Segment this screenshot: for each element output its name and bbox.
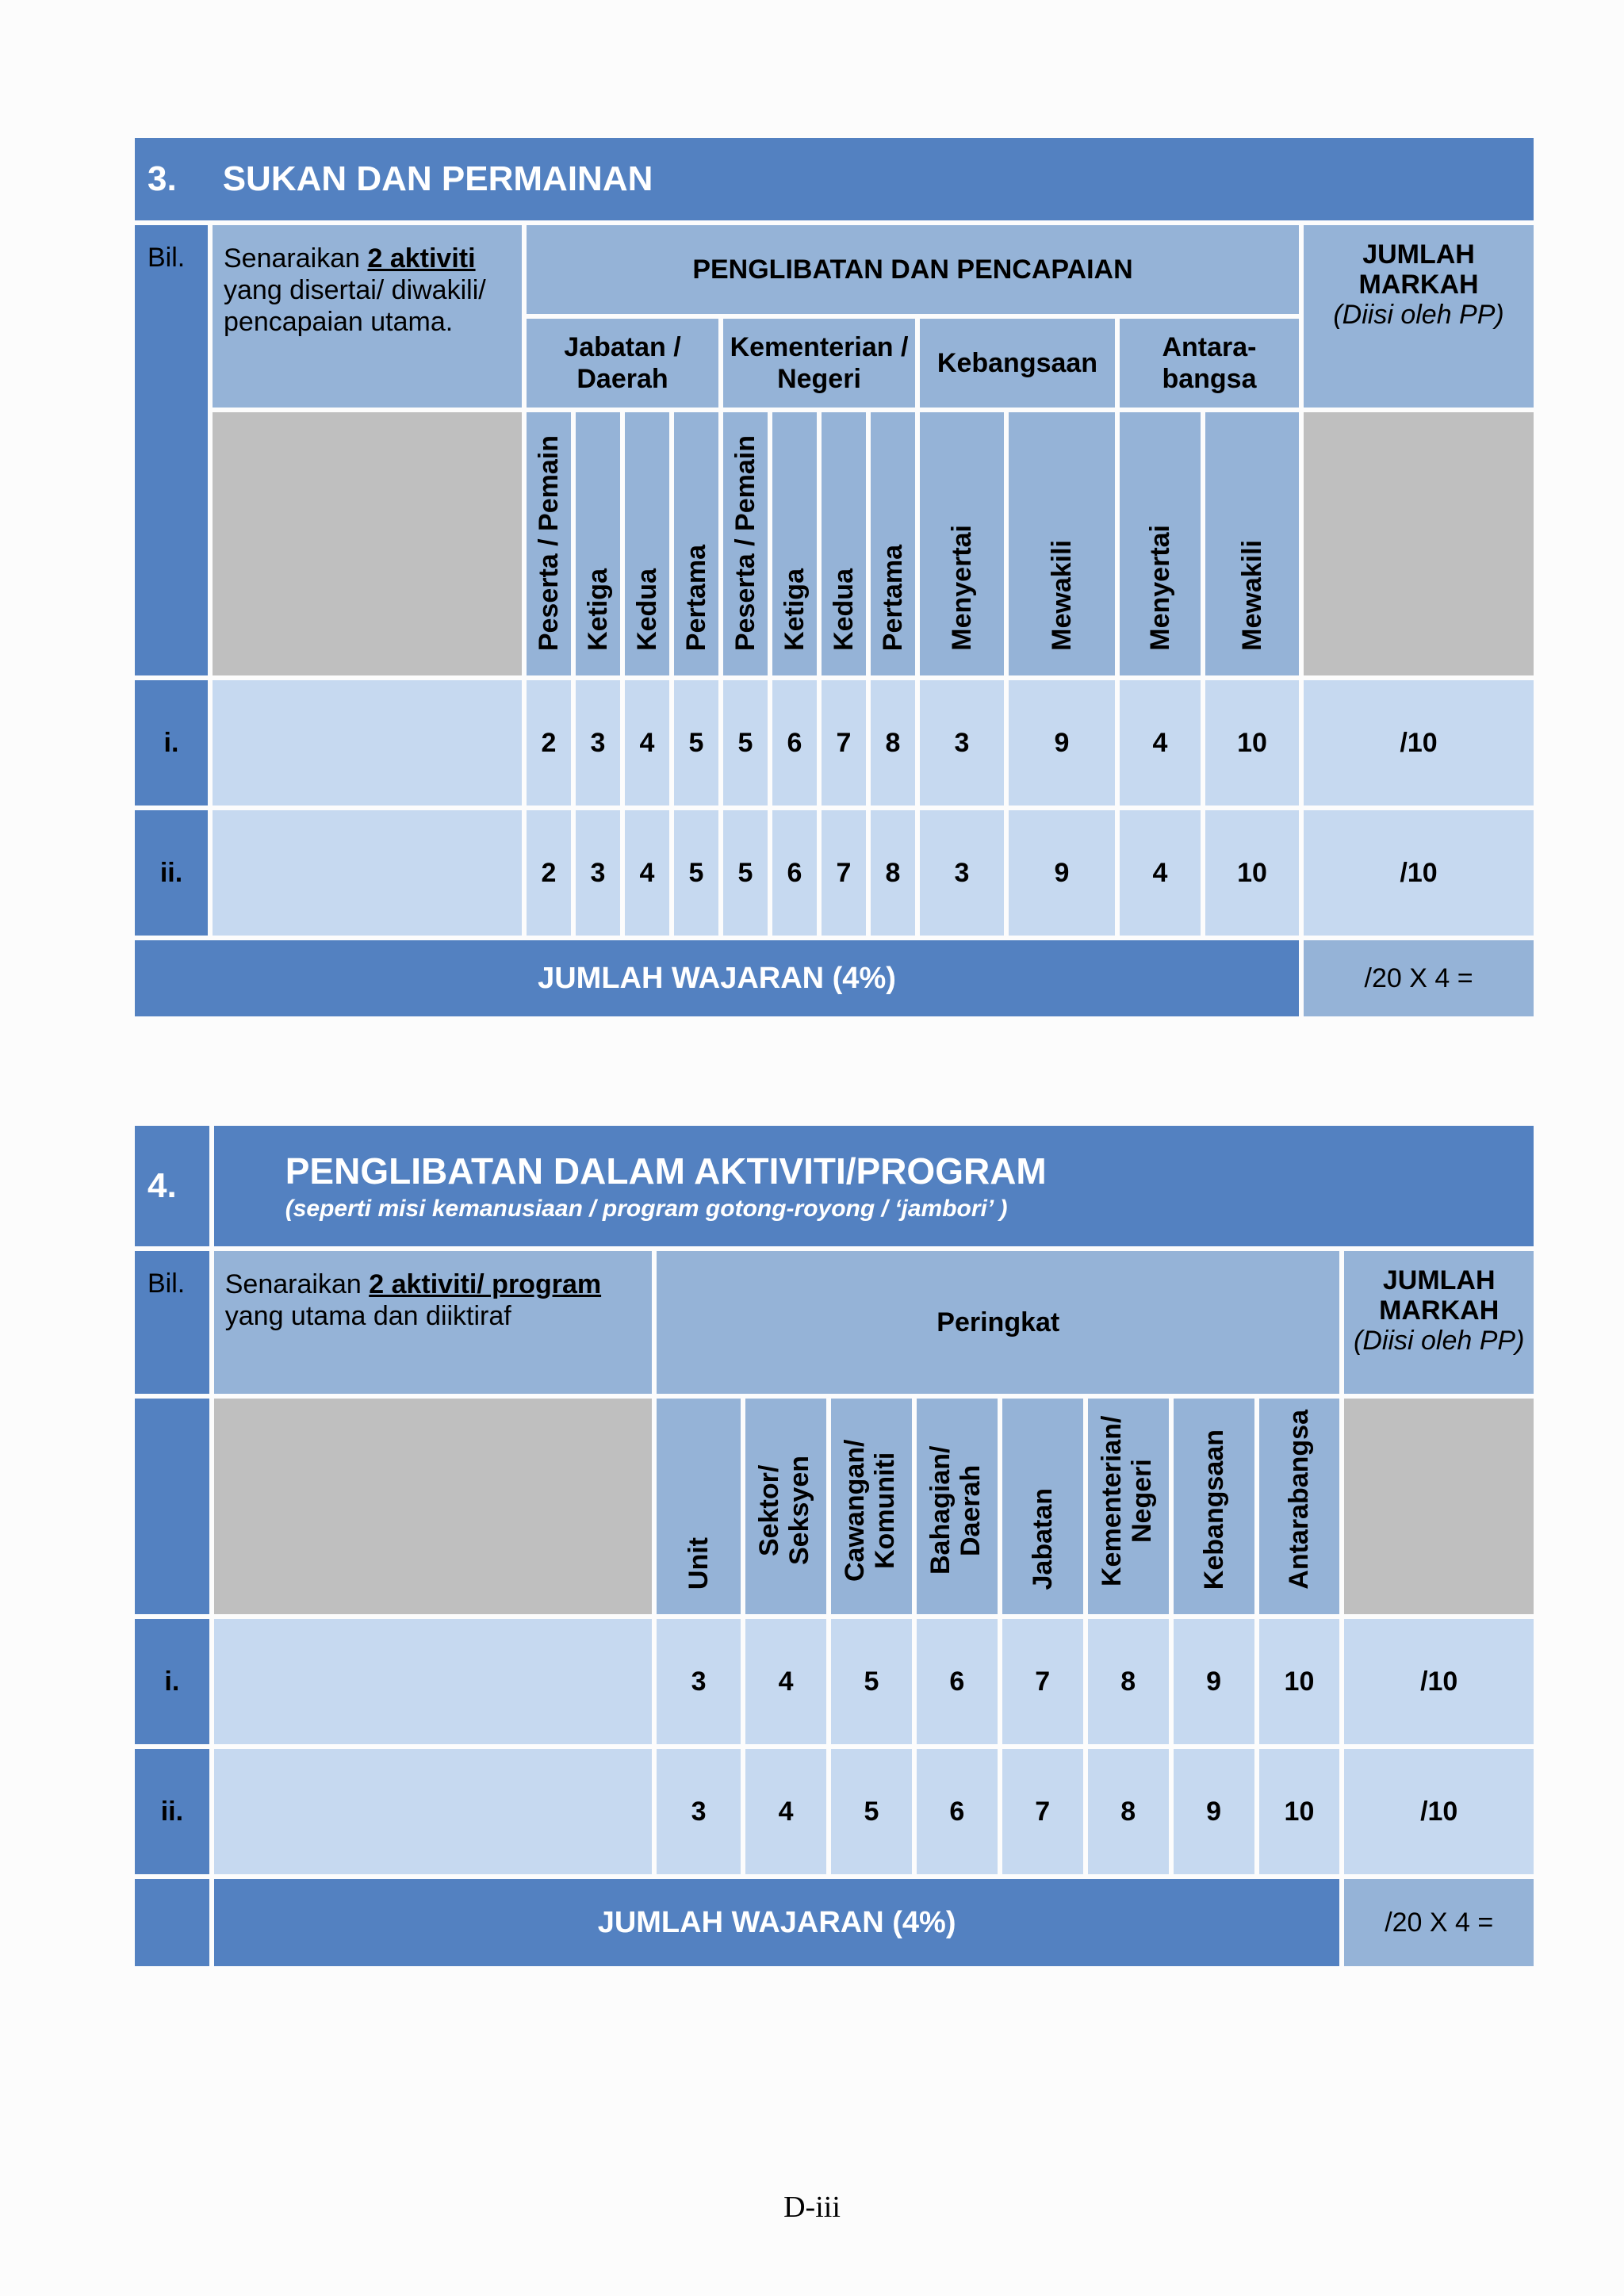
score-cell[interactable]: 3	[657, 1619, 741, 1744]
section-title: PENGLIBATAN DALAM AKTIVITI/PROGRAM	[285, 1150, 1047, 1192]
score-cell[interactable]: 9	[1174, 1619, 1254, 1744]
activity-input-header	[213, 412, 522, 675]
subheader-cell	[831, 1399, 912, 1614]
score-cell[interactable]: 2	[527, 680, 571, 806]
subheader-cell	[745, 1399, 826, 1614]
subheader-cell	[822, 412, 866, 675]
subheader-label: Menyertai	[1145, 525, 1175, 651]
bil-label: Bil.	[135, 1251, 209, 1394]
score-cell[interactable]: 9	[1009, 810, 1115, 936]
jumlah-input-header	[1304, 412, 1534, 675]
subheader-cell	[657, 1399, 741, 1614]
subheader-cell	[920, 412, 1004, 675]
subheader-cell	[871, 412, 915, 675]
instruction-prefix: Senaraikan	[224, 243, 368, 274]
score-cell[interactable]: 5	[831, 1749, 912, 1874]
section-subtitle: (seperti misi kemanusiaan / program gotong-royong / ‘jambori’ )	[285, 1196, 1008, 1222]
score-cell[interactable]: 3	[576, 680, 620, 806]
group-header: Peringkat	[657, 1251, 1339, 1394]
score-cell[interactable]: 6	[917, 1749, 998, 1874]
row-label: i.	[135, 1619, 209, 1744]
subheader-label: Menyertai	[947, 525, 977, 651]
subheader-label: Mewakili	[1237, 540, 1267, 651]
score-cell[interactable]: 4	[745, 1619, 826, 1744]
score-cell[interactable]: 4	[1120, 810, 1201, 936]
score-cell[interactable]: 5	[723, 810, 768, 936]
subheader-label: Kebangsaan	[1198, 1429, 1229, 1590]
jumlah-markah-header	[1344, 1251, 1534, 1394]
score-cell[interactable]: 2	[527, 810, 571, 936]
section-number: 4.	[147, 1166, 177, 1205]
score-cell[interactable]: 7	[1002, 1619, 1083, 1744]
subheader-label: Mewakili	[1047, 540, 1077, 651]
section-4-table	[130, 1121, 1538, 1971]
score-cell[interactable]: 9	[1009, 680, 1115, 806]
mark-cell[interactable]: /10	[1304, 680, 1534, 806]
subheader-label: Peserta / Pemain	[534, 434, 564, 651]
subheader-label: Bahagian/ Daerah	[925, 1445, 986, 1575]
subheader-label: Antarabangsa	[1284, 1410, 1315, 1590]
jumlah-markah-label: JUMLAH MARKAH	[1379, 1265, 1500, 1326]
bil-blank	[135, 1399, 209, 1614]
subheader-label: Pertama	[681, 544, 711, 651]
score-cell[interactable]: 5	[674, 680, 718, 806]
subheader-label: Peserta / Pemain	[730, 434, 760, 651]
score-cell[interactable]: 6	[772, 680, 817, 806]
score-cell[interactable]: 10	[1205, 810, 1299, 936]
subheader-cell	[1120, 412, 1201, 675]
section-3-table	[130, 133, 1538, 1021]
score-cell[interactable]: 5	[831, 1619, 912, 1744]
subheader-cell	[917, 1399, 998, 1614]
activity-input[interactable]	[213, 680, 522, 806]
subheader-label: Ketiga	[583, 568, 613, 651]
score-cell[interactable]: 4	[1120, 680, 1201, 806]
score-cell[interactable]: 9	[1174, 1749, 1254, 1874]
subheader-label: Pertama	[878, 544, 908, 651]
instruction-rest: yang utama dan diiktiraf	[224, 1301, 511, 1331]
table-row	[135, 810, 1534, 936]
subheader-cell	[527, 412, 571, 675]
mark-cell[interactable]: /10	[1344, 1619, 1534, 1744]
score-cell[interactable]: 3	[576, 810, 620, 936]
subheader-label: Cawangan/ Komuniti	[839, 1439, 900, 1582]
activity-input[interactable]	[213, 810, 522, 936]
score-cell[interactable]: 3	[920, 680, 1004, 806]
score-cell[interactable]: 3	[920, 810, 1004, 936]
jumlah-input-header	[1344, 1399, 1534, 1614]
instruction-prefix: Senaraikan	[224, 1269, 370, 1299]
mark-cell[interactable]: /10	[1344, 1749, 1534, 1874]
score-cell[interactable]: 8	[1088, 1619, 1169, 1744]
subheader-cell	[1205, 412, 1299, 675]
subheader-cell	[1002, 1399, 1083, 1614]
activity-input[interactable]	[214, 1619, 652, 1744]
total-weight-label: JUMLAH WAJARAN (4%)	[214, 1879, 1340, 1966]
score-cell[interactable]: 5	[723, 680, 768, 806]
section-number-cell	[135, 1126, 209, 1246]
total-weight-label: JUMLAH WAJARAN (4%)	[135, 940, 1299, 1016]
subheader-cell	[625, 412, 669, 675]
bil-label: Bil.	[135, 225, 208, 675]
instruction-bold: 2 aktiviti	[367, 243, 476, 274]
row-label: i.	[135, 680, 208, 806]
score-cell[interactable]: 5	[674, 810, 718, 936]
score-cell[interactable]: 8	[871, 680, 915, 806]
score-cell[interactable]: 4	[745, 1749, 826, 1874]
score-cell[interactable]: 4	[625, 810, 669, 936]
row-label: ii.	[135, 1749, 209, 1874]
activity-instruction	[214, 1251, 652, 1394]
subheader-label: Kedua	[632, 568, 662, 651]
score-cell[interactable]: 8	[1088, 1749, 1169, 1874]
total-formula[interactable]: /20 X 4 =	[1304, 940, 1534, 1016]
subheader-label: Kementerian/ Negeri	[1096, 1415, 1157, 1586]
section-4-title-bar	[214, 1126, 1534, 1246]
score-cell[interactable]: 8	[871, 810, 915, 936]
score-cell[interactable]: 6	[917, 1619, 998, 1744]
subheader-cell	[674, 412, 718, 675]
score-cell[interactable]: 7	[822, 810, 866, 936]
score-cell[interactable]: 4	[625, 680, 669, 806]
subheader-cell	[1174, 1399, 1254, 1614]
table-row	[135, 680, 1534, 806]
section-number: 3.	[147, 159, 177, 198]
diisi-label: (Diisi oleh PP)	[1354, 1326, 1525, 1356]
subheader-label: Unit	[684, 1536, 714, 1590]
diisi-label: (Diisi oleh PP)	[1333, 300, 1504, 330]
bil-blank	[135, 1879, 209, 1966]
score-cell[interactable]: 7	[822, 680, 866, 806]
instruction-rest: yang disertai/ diwakili/ pencapaian utama.	[224, 275, 486, 337]
table-row	[135, 1749, 1534, 1874]
category-header: Jabatan / Daerah	[527, 319, 718, 408]
page-number: D-iii	[783, 2191, 841, 2224]
subheader-label: Jabatan	[1027, 1487, 1058, 1590]
subheader-label: Kedua	[829, 568, 859, 651]
subheader-cell	[772, 412, 817, 675]
category-header: Kementerian / Negeri	[723, 319, 915, 408]
category-header: Antara-bangsa	[1120, 319, 1299, 408]
score-cell[interactable]: 6	[772, 810, 817, 936]
score-cell[interactable]: 10	[1259, 1749, 1340, 1874]
subheader-cell	[1259, 1399, 1340, 1614]
group-header: PENGLIBATAN DAN PENCAPAIAN	[527, 225, 1299, 314]
subheader-cell	[1088, 1399, 1169, 1614]
score-cell[interactable]: 10	[1259, 1619, 1340, 1744]
jumlah-markah-label: JUMLAH MARKAH	[1358, 239, 1479, 300]
subheader-cell	[576, 412, 620, 675]
total-formula[interactable]: /20 X 4 =	[1344, 1879, 1534, 1966]
subheader-label: Ketiga	[779, 568, 810, 651]
activity-instruction	[213, 225, 522, 408]
score-cell[interactable]: 7	[1002, 1749, 1083, 1874]
section-title: SUKAN DAN PERMAINAN	[222, 159, 653, 198]
jumlah-markah-header	[1304, 225, 1534, 408]
score-cell[interactable]: 10	[1205, 680, 1299, 806]
score-cell[interactable]: 3	[657, 1749, 741, 1874]
subheader-cell	[1009, 412, 1115, 675]
subheader-label: Sektor/ Seksyen	[754, 1456, 815, 1565]
category-header: Kebangsaan	[920, 319, 1115, 408]
subheader-cell	[723, 412, 768, 675]
mark-cell[interactable]: /10	[1304, 810, 1534, 936]
instruction-bold: 2 aktiviti/ program	[369, 1269, 602, 1299]
table-row	[135, 1619, 1534, 1744]
row-label: ii.	[135, 810, 208, 936]
activity-input[interactable]	[214, 1749, 652, 1874]
section-3-title-bar	[135, 138, 1534, 220]
activity-input-header	[214, 1399, 652, 1614]
